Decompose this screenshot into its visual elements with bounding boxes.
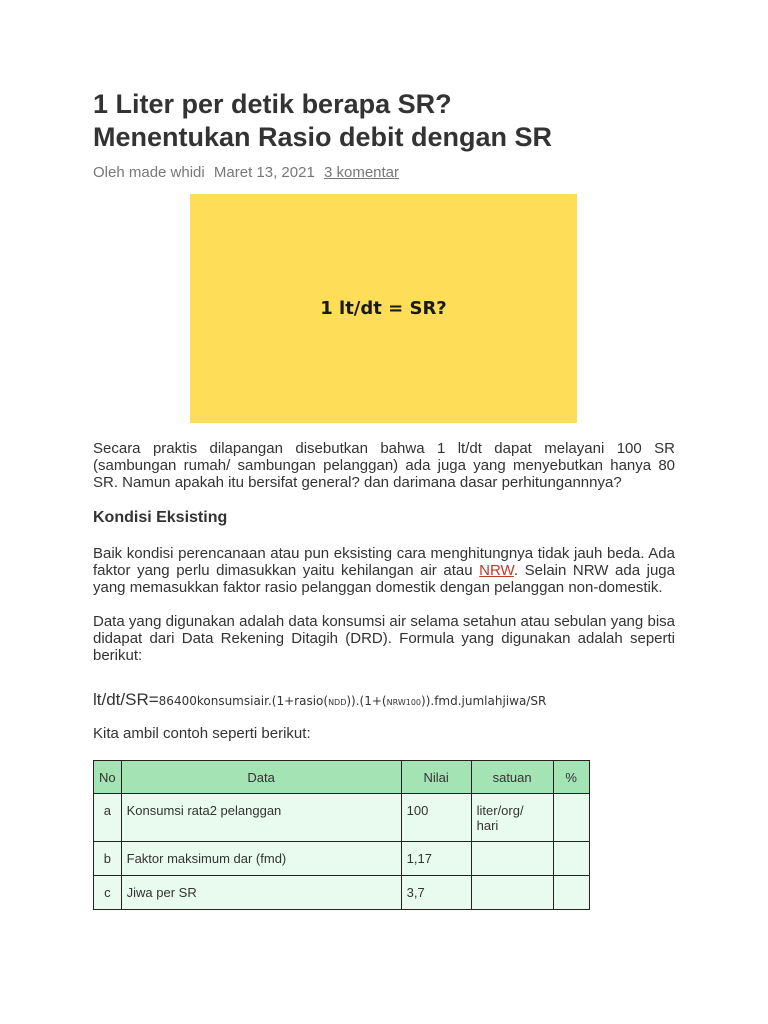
table-header-nilai: Nilai (401, 761, 471, 794)
table-cell-percent (553, 794, 589, 842)
formula-sub-ndd: NDD (328, 698, 347, 707)
byline-author: Oleh made whidi (93, 164, 205, 181)
table-header-percent: % (553, 761, 589, 794)
table-cell-satuan (471, 842, 553, 876)
article-title-line1: 1 Liter per detik berapa SR? (93, 89, 452, 119)
table-cell-nilai: 1,17 (401, 842, 471, 876)
example-paragraph: Kita ambil contoh seperti berikut: (93, 725, 311, 742)
table-cell-percent (553, 842, 589, 876)
table-cell-nilai: 3,7 (401, 876, 471, 910)
nrw-paragraph-text-before: Baik kondisi perencanaan atau pun eksisting cara menghitungnya tidak jauh beda. Ada faktor yang perlu dimasukkan yaitu kehilangan air atau (93, 545, 675, 579)
hero-image (190, 194, 577, 423)
formula-lead: lt/dt/SR= (93, 690, 159, 709)
example-table (93, 760, 590, 910)
table-cell-no: a (94, 794, 122, 842)
table-cell-no: c (94, 876, 122, 910)
hero-image-text: 1 lt/dt = SR? (320, 298, 447, 319)
formula-part2: )).(1+( (346, 694, 387, 708)
table-header-satuan: satuan (471, 761, 553, 794)
table-header-no: No (94, 761, 122, 794)
table-cell-percent (553, 876, 589, 910)
byline-date: Maret 13, 2021 (213, 164, 315, 181)
table-cell-no: b (94, 842, 122, 876)
byline (93, 164, 675, 182)
nrw-paragraph-text-after: . Selain NRW ada juga yang memasukkan faktor rasio pelanggan domestik dengan pelanggan non-domestik. (93, 562, 675, 596)
table-cell-satuan: liter/org/ hari (471, 794, 553, 842)
table-row (94, 842, 590, 876)
table-header-data: Data (121, 761, 401, 794)
section-heading-kondisi: Kondisi Eksisting (93, 509, 228, 526)
formula (93, 690, 675, 713)
table-cell-data: Faktor maksimum dar (fmd) (121, 842, 401, 876)
formula-sub-nrw: NRW100 (386, 698, 422, 707)
table-cell-satuan (471, 876, 553, 910)
table-row (94, 876, 590, 910)
nrw-link[interactable]: NRW (479, 562, 514, 579)
article (93, 88, 675, 910)
comments-link[interactable]: 3 komentar (323, 164, 400, 181)
table-cell-nilai: 100 (401, 794, 471, 842)
article-title-line2: Menentukan Rasio debit dengan SR (93, 122, 553, 152)
nrw-paragraph (93, 545, 675, 596)
data-paragraph: Data yang digunakan adalah data konsumsi air selama setahun atau sebulan yang bisa didapat dari Data Rekening Ditagih (DRD). Formula yang digunakan adalah seperti berikut: (93, 613, 675, 664)
table-row (94, 794, 590, 842)
article-title (93, 88, 675, 154)
table-cell-data: Konsumsi rata2 pelanggan (121, 794, 401, 842)
formula-part1: 86400konsumsiair.(1+rasio( (158, 694, 329, 708)
formula-part3: )).fmd.jumlahjiwa/SR (421, 694, 547, 708)
intro-paragraph: Secara praktis dilapangan disebutkan bahwa 1 lt/dt dapat melayani 100 SR (sambungan rumah/ sambungan pelanggan) ada juga yang menyebutkan hanya 80 SR. Namun apakah itu bersifat general? dan darimana dasar perhitungannnya? (93, 440, 675, 491)
table-header-row (94, 761, 590, 794)
table-cell-data: Jiwa per SR (121, 876, 401, 910)
